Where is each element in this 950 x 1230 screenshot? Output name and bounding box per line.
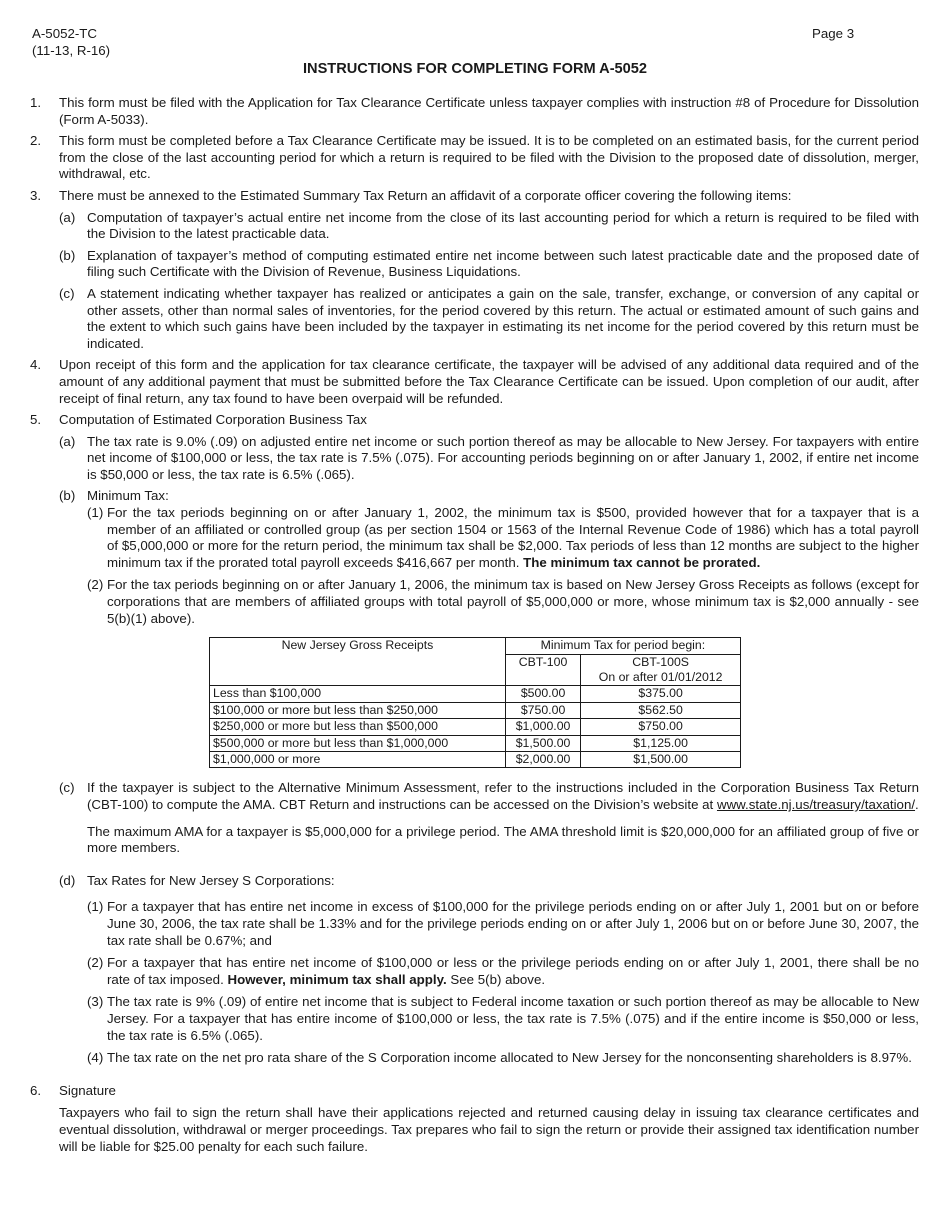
instruction-text: Upon receipt of this form and the application for tax clearance certificate, the taxpayer will be advised of any additional data required and of the amount of any additional payment that must be submitted before the Tax Clearance Certificate can be issued. Upon completion of our audit, after receipt of final return, any tax found to have been overpaid will be refunded. <box>59 357 919 406</box>
sub-label: (d) <box>59 872 76 888</box>
page-title: INSTRUCTIONS FOR COMPLETING FORM A-5052 <box>302 61 648 77</box>
sub-label: (b) <box>59 488 76 504</box>
sub-label: (c) <box>59 285 75 301</box>
table-header-cbt100s-label: CBT-100S <box>632 654 689 669</box>
table-header-minimum-tax: Minimum Tax for period begin: <box>505 638 740 654</box>
receipts-range: $250,000 or more but less than $500,000 <box>210 719 506 735</box>
table-header-receipts: New Jersey Gross Receipts <box>210 638 506 654</box>
cbt100-min-tax: $750.00 <box>505 702 580 718</box>
sub-text: The tax rate is 9% (.09) of entire net income that is subject to Federal income taxation or such portion thereof as may be allocable to New Jersey. For a taxpayer that has entire income of $100,000 or less, the tax rate is 7.5% (.075) and if the entire income is $50,000 or less, the tax rate is 6.5% (.065). <box>107 994 919 1043</box>
sub-label: (a) <box>59 209 76 225</box>
instruction-3b <box>30 248 919 281</box>
sub-label: (2) <box>87 955 104 971</box>
instructions-body <box>30 95 919 1155</box>
instruction-text: This form must be filed with the Application for Tax Clearance Certificate unless taxpayer complies with instruction #8 of Procedure for Dissolution (Form A-5033). <box>59 95 919 127</box>
instruction-text: Computation of Estimated Corporation Business Tax <box>59 412 367 428</box>
sub-label: (4) <box>87 1050 104 1066</box>
sub-label: (3) <box>87 994 104 1010</box>
sub-text: Minimum Tax: <box>87 488 169 504</box>
taxation-website-link[interactable]: www.state.nj.us/treasury/taxation/ <box>716 797 916 813</box>
sub-text-end: See 5(b) above. <box>450 971 546 987</box>
cbt100-min-tax: $2,000.00 <box>505 752 580 768</box>
instruction-1 <box>30 95 919 128</box>
receipts-range: Less than $100,000 <box>210 686 506 702</box>
form-revision: (11-13, R-16) <box>32 42 111 58</box>
sub-text-bold: The minimum tax cannot be prorated. <box>523 554 761 570</box>
table-row <box>210 752 741 768</box>
instruction-2 <box>30 133 919 183</box>
instruction-text: This form must be completed before a Tax Clearance Certificate may be issued. It is to be completed on an estimated basis, for the current period from the close of the last accounting period for which a return is required to be filed with the Division to the proposed date of dissolution, merger, withdrawal, etc. <box>59 133 919 182</box>
cbt100-min-tax: $1,000.00 <box>505 719 580 735</box>
instruction-5d-1 <box>30 899 919 949</box>
table-row <box>210 686 741 702</box>
page-number: Page 3 <box>812 26 855 41</box>
instruction-number: 3. <box>30 187 42 203</box>
cbt100s-min-tax: $1,125.00 <box>581 735 741 751</box>
table-header-cbt100: CBT-100 <box>505 654 580 686</box>
cbt100s-min-tax: $375.00 <box>581 686 741 702</box>
instruction-number: 5. <box>30 412 42 428</box>
instruction-5d-4 <box>30 1050 919 1067</box>
instruction-3 <box>30 188 919 205</box>
sub-text: Computation of taxpayer’s actual entire net income from the close of its last accounting period for which a return is required to be filed with the Division to the latest practicable data. <box>87 209 919 242</box>
sub-text: Tax Rates for New Jersey S Corporations: <box>87 872 335 888</box>
instruction-text: There must be annexed to the Estimated Summary Tax Return an affidavit of a corporate officer covering the following items: <box>59 187 792 203</box>
instruction-5c-ama: The maximum AMA for a taxpayer is $5,000,000 for a privilege period. The AMA threshold limit is $20,000,000 for an affiliated group of five or more members. <box>87 823 919 856</box>
sub-text: Explanation of taxpayer’s method of computing estimated entire net income between such latest practicable date and the proposed date of filing such Certificate with the Division of Revenue, Business Liquidations. <box>87 247 919 280</box>
sub-text: For the tax periods beginning on or after January 1, 2002, the minimum tax is $500, provided however that for a taxpayer that is a member of an affiliated or controlled group (as per section 1504 or 1563 of the Internal Revenue Code of 1986) which has a total payroll of $5,000,000 or more for the return period, the minimum tax shall be $2,000. Tax periods of less than 12 months are subject to the higher minimum tax if the prorated total payroll exceeds $416,667 per month. <box>107 505 919 570</box>
instruction-5c <box>30 780 919 813</box>
instruction-number: 1. <box>30 95 42 110</box>
table-row <box>210 735 741 751</box>
sub-label: (c) <box>59 780 75 796</box>
sub-text: The tax rate is 9.0% (.09) on adjusted entire net income or such portion thereof as may be allocable to New Jersey. For taxpayers with entire net income of $100,000 or less, the tax rate is 7.5% (.075). For accounting periods beginning on or after January 1, 2002, if entire net income is $50,000 or less, the tax rate is 6.5% (.065). <box>87 433 919 482</box>
gross-receipts-table <box>209 637 741 768</box>
instruction-5d <box>30 873 919 890</box>
cbt100-min-tax: $1,500.00 <box>505 735 580 751</box>
instruction-text: Signature <box>59 1082 116 1098</box>
instruction-number: 6. <box>30 1082 42 1098</box>
instruction-3a <box>30 210 919 243</box>
instruction-6 <box>30 1083 919 1100</box>
sub-label: (a) <box>59 433 76 449</box>
sub-label: (b) <box>59 247 76 263</box>
table-header-blank <box>210 654 506 686</box>
sub-text: For the tax periods beginning on or after January 1, 2006, the minimum tax is based on New Jersey Gross Receipts as follows (except for corporations that are members of affiliated groups with total payroll of $5,000,000 or more, whose minimum tax is $2,000 annually - see 5(b)(1) above). <box>107 577 919 626</box>
instruction-5b <box>30 488 919 505</box>
receipts-range: $1,000,000 or more <box>210 752 506 768</box>
sub-text: For a taxpayer that has entire net income of $100,000 or less or the privilege periods ending on or after July 1, 2001, there shall be no rate of tax imposed. <box>107 955 919 987</box>
sub-text: For a taxpayer that has entire net income in excess of $100,000 for the privilege periods ending on or after July 1, 2001 but on or before June 30, 2006, the tax rate shall be 1.33% and for the privilege periods ending on or after July 1, 2006 but on or before June 30, 2007, the tax rate shall be 0.67%; and <box>107 899 919 948</box>
instruction-3c <box>30 286 919 352</box>
cbt100s-min-tax: $562.50 <box>581 702 741 718</box>
sub-text: A statement indicating whether taxpayer has realized or anticipates a gain on the sale, transfer, exchange, or conversion of any capital or other assets, other than normal sales of inventories, for the period covered by this return. The actual or estimated amount of such gains and the extent to which such gains have been included by the taxpayer in estimating its net income for the period covered by this return must be indicated. <box>87 285 919 351</box>
instruction-5d-2 <box>30 955 919 988</box>
instruction-5b-1 <box>30 505 919 571</box>
sub-text-bold: However, minimum tax shall apply. <box>227 971 447 987</box>
table-header-cbt100s <box>581 654 741 686</box>
instruction-4 <box>30 357 919 407</box>
sub-text-end: . <box>915 797 919 813</box>
sub-text: The tax rate on the net pro rata share of the S Corporation income allocated to New Jersey for the nonconsenting shareholders is 8.97%. <box>107 1050 912 1066</box>
sub-label: (1) <box>87 505 104 521</box>
receipts-range: $100,000 or more but less than $250,000 <box>210 702 506 718</box>
instruction-number: 4. <box>30 357 42 373</box>
table-header-cbt100s-date: On or after 01/01/2012 <box>598 670 723 685</box>
instruction-5a <box>30 434 919 484</box>
sub-text: If the taxpayer is subject to the Alternative Minimum Assessment, refer to the instructions included in the Corporation Business Tax Return (CBT-100) to compute the AMA. CBT Return and instructions can be accessed on the Division’s website at <box>87 780 919 813</box>
cbt100s-min-tax: $750.00 <box>581 719 741 735</box>
receipts-range: $500,000 or more but less than $1,000,000 <box>210 735 506 751</box>
table-row <box>210 719 741 735</box>
instruction-5 <box>30 412 919 429</box>
instruction-5d-3 <box>30 994 919 1044</box>
instruction-6-para: Taxpayers who fail to sign the return shall have their applications rejected and returned causing delay in issuing tax clearance certificates and eventual dissolution, withdrawal or merger proceedings. Tax prepares who fail to sign the return or provide their assigned tax identification number will be liable for $25.00 penalty for each such failure. <box>59 1105 919 1154</box>
instruction-5b-2 <box>30 577 919 627</box>
form-header-left <box>32 26 110 59</box>
sub-label: (2) <box>87 577 104 593</box>
sub-label: (1) <box>87 899 104 915</box>
instruction-number: 2. <box>30 133 42 149</box>
form-id: A-5052-TC <box>32 26 98 41</box>
cbt100s-min-tax: $1,500.00 <box>581 752 741 768</box>
table-row <box>210 702 741 718</box>
cbt100-min-tax: $500.00 <box>505 686 580 702</box>
